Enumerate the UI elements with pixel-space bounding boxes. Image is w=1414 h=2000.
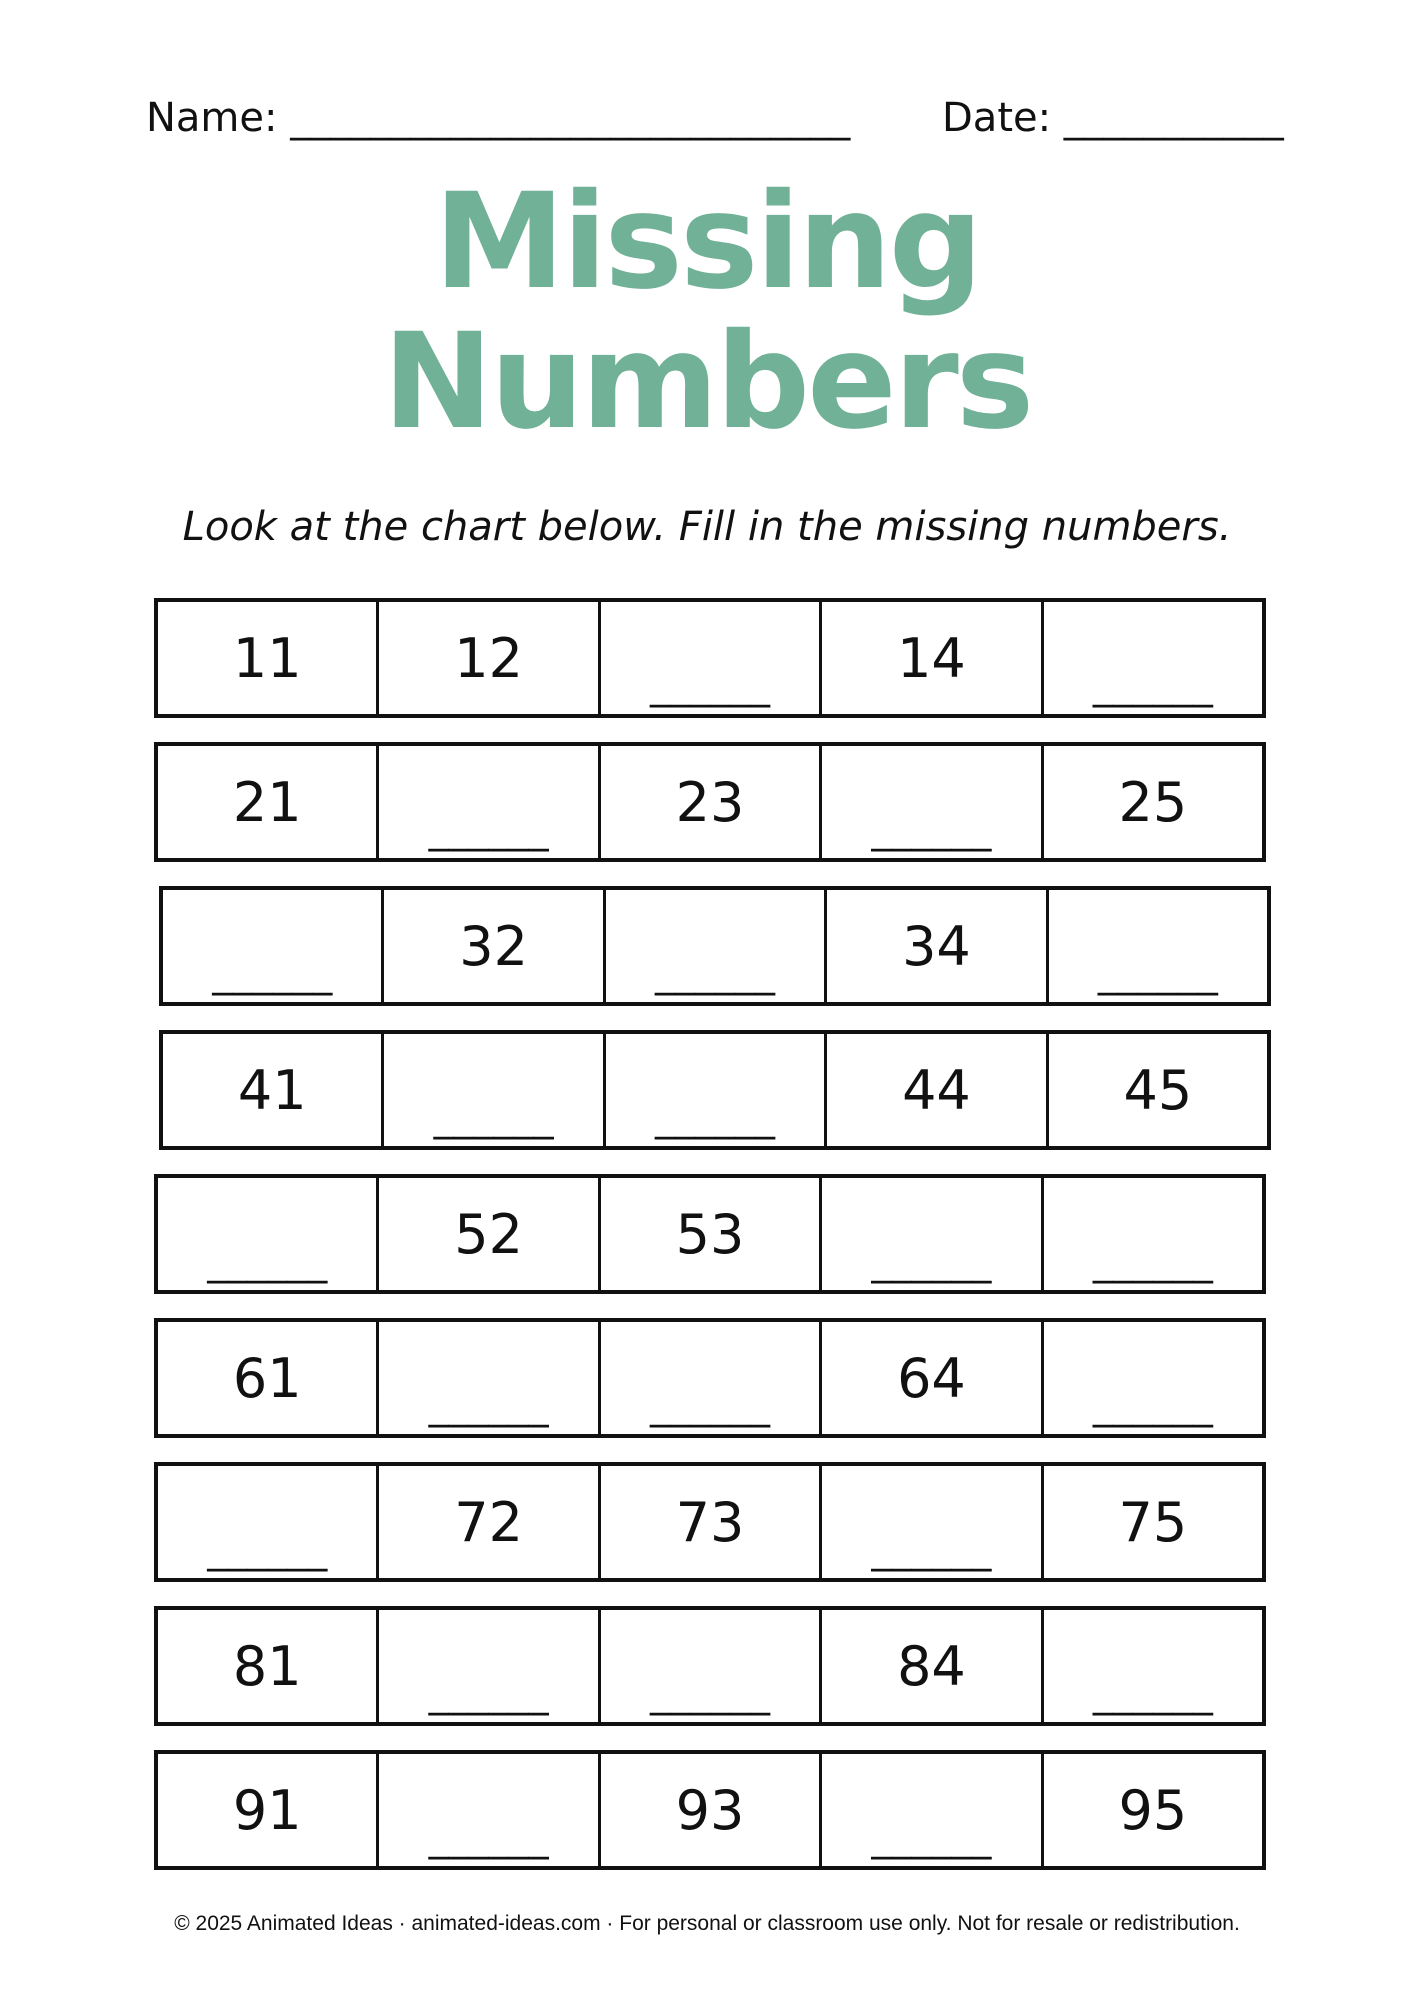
chart-row xyxy=(154,742,1266,862)
blank-answer-cell[interactable]: ______ xyxy=(1041,602,1262,714)
number-cell: 23 xyxy=(598,746,819,858)
blank-answer-cell[interactable]: ______ xyxy=(376,1322,597,1434)
blank-answer-cell[interactable]: ______ xyxy=(819,1466,1040,1578)
number-cell: 44 xyxy=(824,1034,1045,1146)
title-line-1: Missing xyxy=(433,165,981,319)
title-line-2: Numbers xyxy=(382,305,1032,459)
footer-copyright: © 2025 Animated Ideas · animated-ideas.com · For personal or classroom use only. Not for resale or redistribution. xyxy=(174,1912,1240,1935)
blank-answer-cell[interactable]: ______ xyxy=(207,1526,328,1572)
number-cell: 61 xyxy=(232,1346,302,1410)
instructions: Look at the chart below. Fill in the missing numbers. xyxy=(182,504,1232,550)
number-cell: 12 xyxy=(376,602,597,714)
number-cell: 21 xyxy=(232,770,302,834)
number-cell: 73 xyxy=(598,1466,819,1578)
number-cell: 25 xyxy=(1041,746,1262,858)
blank-answer-cell[interactable]: ______ xyxy=(212,950,333,996)
worksheet-header xyxy=(146,90,1284,150)
number-cell: 52 xyxy=(376,1178,597,1290)
number-cell: 53 xyxy=(598,1178,819,1290)
blank-answer-cell[interactable]: ______ xyxy=(819,1754,1040,1866)
blank-answer-cell[interactable]: ______ xyxy=(598,602,819,714)
blank-answer-cell[interactable]: ______ xyxy=(1041,1610,1262,1722)
number-cell: 91 xyxy=(232,1778,302,1842)
chart-row xyxy=(154,1606,1266,1726)
blank-answer-cell[interactable]: ______ xyxy=(603,890,824,1002)
blank-answer-cell[interactable]: ______ xyxy=(819,1178,1040,1290)
blank-answer-cell[interactable]: ______ xyxy=(598,1610,819,1722)
chart-row xyxy=(159,1030,1271,1150)
number-cell: 45 xyxy=(1046,1034,1267,1146)
number-cell: 93 xyxy=(598,1754,819,1866)
chart-row xyxy=(154,1318,1266,1438)
blank-answer-cell[interactable]: ______ xyxy=(376,1610,597,1722)
blank-answer-cell[interactable]: ______ xyxy=(207,1238,328,1284)
number-cell: 41 xyxy=(237,1058,307,1122)
blank-answer-cell[interactable]: ______ xyxy=(819,746,1040,858)
number-cell: 64 xyxy=(819,1322,1040,1434)
chart-row xyxy=(154,598,1266,718)
blank-answer-cell[interactable]: ______ xyxy=(381,1034,602,1146)
chart-row xyxy=(154,1750,1266,1870)
blank-answer-cell[interactable]: ______ xyxy=(1041,1322,1262,1434)
blank-answer-cell[interactable]: ______ xyxy=(603,1034,824,1146)
blank-answer-cell[interactable]: ______ xyxy=(376,1754,597,1866)
blank-answer-cell[interactable]: ______ xyxy=(376,746,597,858)
chart-row xyxy=(159,886,1271,1006)
number-cell: 95 xyxy=(1041,1754,1262,1866)
date-field[interactable]: Date: ___________ xyxy=(942,95,1284,141)
number-cell: 81 xyxy=(232,1634,302,1698)
blank-answer-cell[interactable]: ______ xyxy=(1041,1178,1262,1290)
number-cell: 84 xyxy=(819,1610,1040,1722)
worksheet-title xyxy=(0,165,1414,459)
number-cell: 11 xyxy=(232,626,302,690)
name-field[interactable]: Name: ____________________________ xyxy=(146,95,851,141)
number-cell: 14 xyxy=(819,602,1040,714)
number-cell: 32 xyxy=(381,890,602,1002)
chart-row xyxy=(154,1462,1266,1582)
blank-answer-cell[interactable]: ______ xyxy=(1046,890,1267,1002)
number-cell: 34 xyxy=(824,890,1045,1002)
number-cell: 75 xyxy=(1041,1466,1262,1578)
number-cell: 72 xyxy=(376,1466,597,1578)
chart-row xyxy=(154,1174,1266,1294)
blank-answer-cell[interactable]: ______ xyxy=(598,1322,819,1434)
